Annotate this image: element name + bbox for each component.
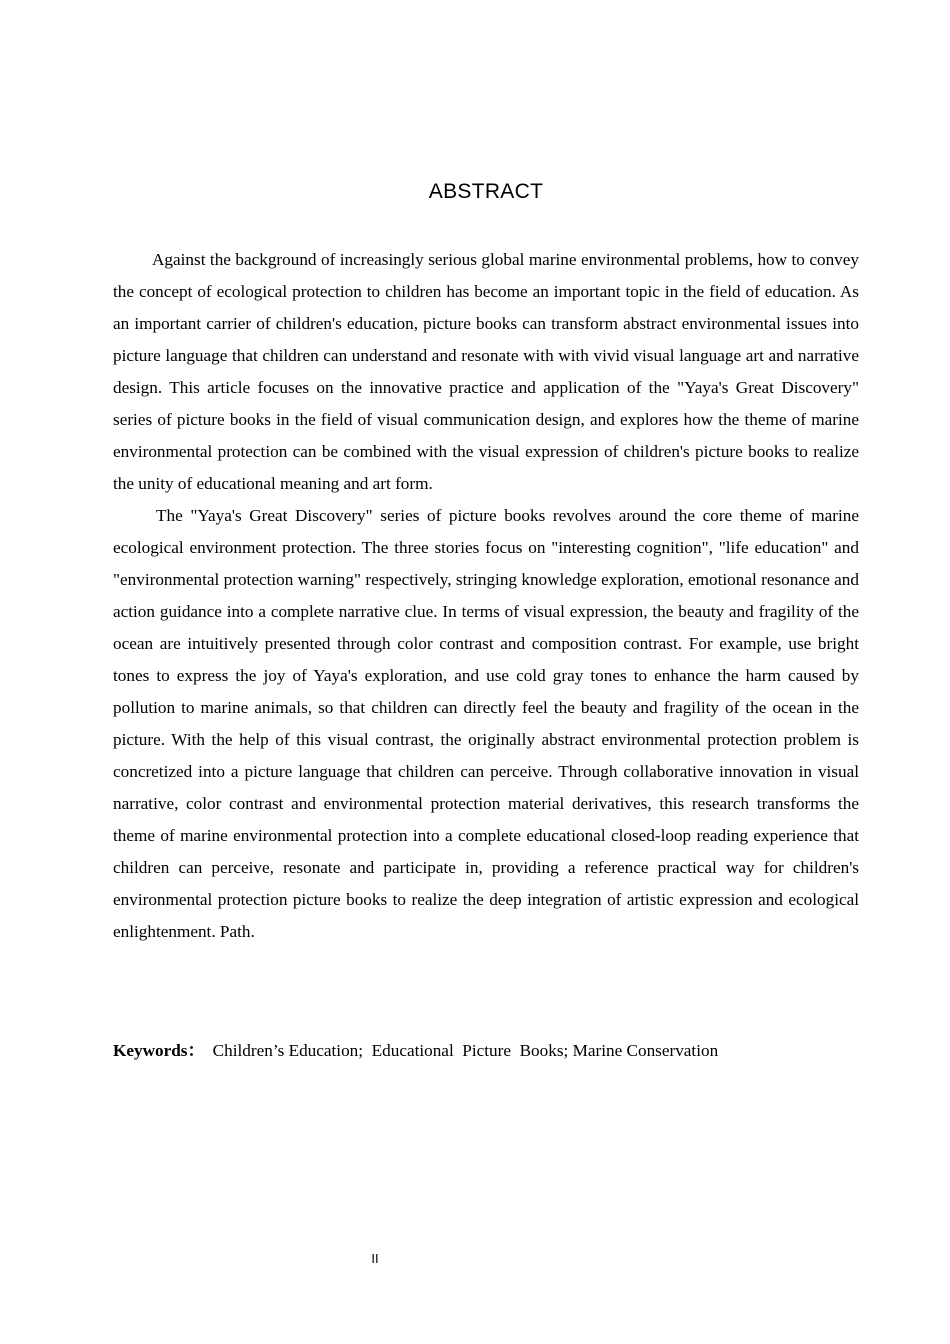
abstract-paragraph-1: Against the background of increasingly serious global marine environmental problems, how to convey the concept of ecological protection to children has become an important topic in the field of education. As an important carrier of children's education, picture books can transform abstract environmental issues into picture language that children can understand and resonate with with vivid visual language art and narrative design. This article focuses on the innovative practice and application of the "Yaya's Great Discovery" series of picture books in the field of visual communication design, and explores how the theme of marine environmental protection can be combined with the visual expression of children's picture books to realize the unity of educational meaning and art form. <box>113 250 859 493</box>
keywords-text: Children’s Education; Educational Picture Books; Marine Conservation <box>212 1041 719 1060</box>
abstract-paragraph-2: The "Yaya's Great Discovery" series of picture books revolves around the core theme of marine ecological environment protection. The three stories focus on "interesting cognition", "life education" and "environmental protection warning" respectively, stringing knowledge exploration, emotional resonance and action guidance into a complete narrative clue. In terms of visual expression, the beauty and fragility of the ocean are intuitively presented through color contrast and composition contrast. For example, use bright tones to express the joy of Yaya's exploration, and use cold gray tones to enhance the harm caused by pollution to marine animals, so that children can directly feel the beauty and fragility of the ocean in the picture. With the help of this visual contrast, the originally abstract environmental protection problem is concretized into a picture language that children can perceive. Through collaborative innovation in visual narrative, color contrast and environmental protection material derivatives, this research transforms the theme of marine environmental protection into a complete educational closed-loop reading experience that children can perceive, resonate and participate in, providing a reference practical way for children's environmental protection picture books to realize the deep integration of artistic expression and ecological enlightenment. Path. <box>113 506 859 941</box>
abstract-body <box>113 244 859 948</box>
keywords-line <box>113 1037 873 1065</box>
page-title: ABSTRACT <box>428 180 544 203</box>
keywords-label: Keywords： <box>113 1041 205 1060</box>
page-number: II <box>371 1251 379 1266</box>
